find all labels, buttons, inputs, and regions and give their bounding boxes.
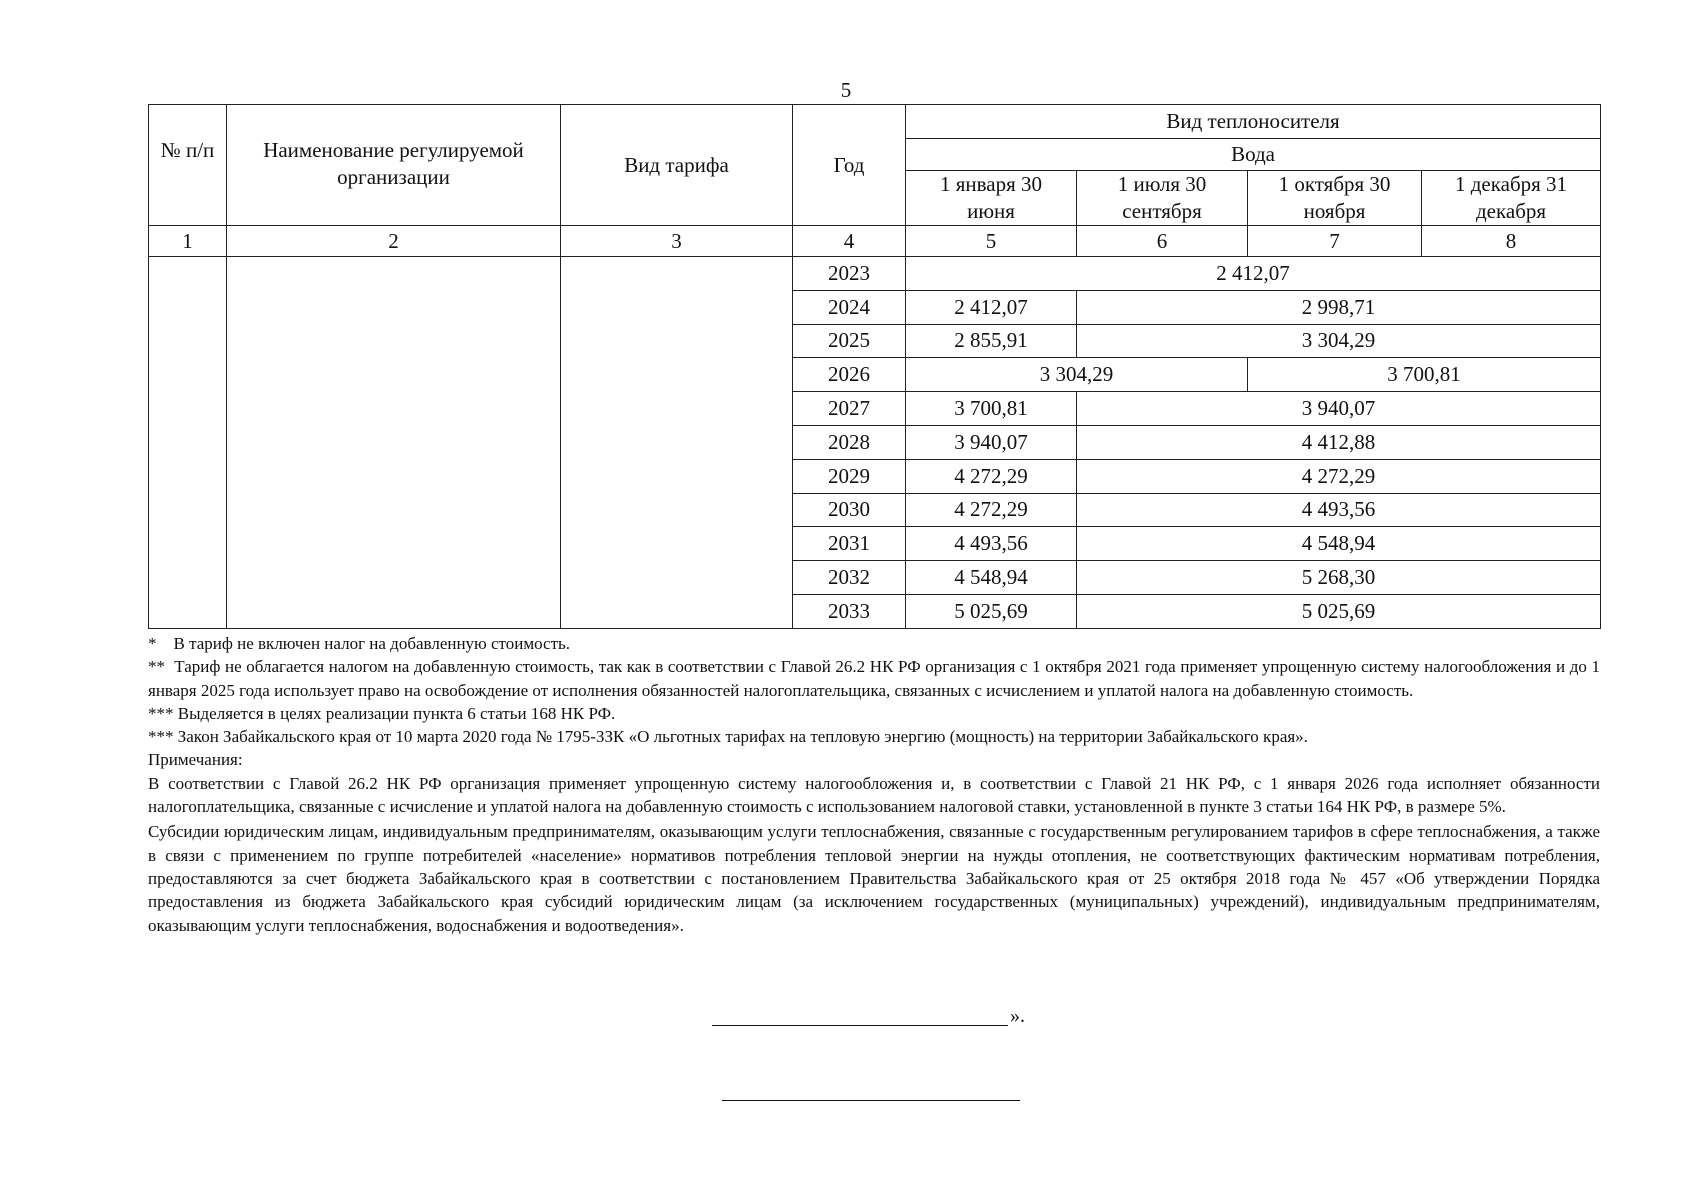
column-number: 5 bbox=[906, 226, 1077, 257]
remarks-title: Примечания: bbox=[148, 750, 243, 770]
tariff-value: 3 940,07 bbox=[906, 425, 1077, 459]
tariff-value: 4 412,88 bbox=[1077, 425, 1601, 459]
tariff-value: 5 025,69 bbox=[1077, 594, 1601, 628]
tariff-value: 4 272,29 bbox=[1077, 459, 1601, 493]
column-number: 7 bbox=[1248, 226, 1422, 257]
year-cell: 2031 bbox=[793, 527, 906, 561]
closing-quote: ». bbox=[1010, 1005, 1025, 1027]
tariff-value: 3 940,07 bbox=[1077, 392, 1601, 426]
header-carrier: Вода bbox=[906, 139, 1601, 171]
remark-subsidies: Субсидии юридическим лицам, индивидуальным предпринимателям, оказывающим услуги теплоснабжения, связанные с государственным регулированием тарифов в сфере теплоснабжения, а также в связи с применением по группе потребителей «население» нормативов потребления тепловой энергии на нужды отопления, не соответствующих фактическим нормативам потребления, предоставляются за счет бюджета Забайкальского края в соответствии с постановлением Правительства Забайкальского края от 25 октября 2018 года № 457 «Об утверждении Порядка предоставления из бюджета Забайкальского края субсидий юридическим лицам (за исключением государственных (муниципальных) учреждений), индивидуальным предпринимателям, оказывающим услуги теплоснабжения, водоснабжения и водоотведения». bbox=[148, 822, 1600, 935]
header-tariff-type: Вид тарифа bbox=[561, 105, 793, 226]
tariff-value: 3 700,81 bbox=[906, 392, 1077, 426]
tariff-value: 4 272,29 bbox=[906, 493, 1077, 527]
column-number: 6 bbox=[1077, 226, 1248, 257]
year-cell: 2025 bbox=[793, 324, 906, 358]
tariff-value: 4 272,29 bbox=[906, 459, 1077, 493]
header-period-3: 1 октября 30 ноября bbox=[1248, 171, 1422, 226]
column-number: 1 bbox=[149, 226, 227, 257]
year-cell: 2028 bbox=[793, 425, 906, 459]
tariff-value: 4 493,56 bbox=[1077, 493, 1601, 527]
empty-organization-cell bbox=[227, 257, 561, 629]
tariff-value: 3 304,29 bbox=[906, 358, 1248, 392]
footnote-law: *** Закон Забайкальского края от 10 марта 2020 года № 1795-ЗЗК «О льготных тарифах на тепловую энергию (мощность) на территории Забайкальского края». bbox=[148, 727, 1308, 747]
tariff-value: 2 855,91 bbox=[906, 324, 1077, 358]
tariff-value: 5 025,69 bbox=[906, 594, 1077, 628]
header-carrier-group: Вид теплоносителя bbox=[906, 105, 1601, 139]
column-number: 2 bbox=[227, 226, 561, 257]
header-num: № п/п bbox=[149, 105, 227, 226]
tariff-value: 2 412,07 bbox=[906, 257, 1601, 291]
empty-num-cell bbox=[149, 257, 227, 629]
tariff-table bbox=[148, 104, 1601, 629]
footnote-article-168: *** Выделяется в целях реализации пункта 6 статьи 168 НК РФ. bbox=[148, 703, 616, 723]
tariff-value: 3 304,29 bbox=[1077, 324, 1601, 358]
year-cell: 2026 bbox=[793, 358, 906, 392]
tariff-value: 2 998,71 bbox=[1077, 290, 1601, 324]
header-period-4: 1 декабря 31 декабря bbox=[1422, 171, 1601, 226]
tariff-value: 4 548,94 bbox=[1077, 527, 1601, 561]
tariff-value: 4 493,56 bbox=[906, 527, 1077, 561]
year-cell: 2024 bbox=[793, 290, 906, 324]
tariff-value: 5 268,30 bbox=[1077, 561, 1601, 595]
footnote-vat-excluded: * В тариф не включен налог на добавленную стоимость. bbox=[148, 634, 571, 653]
end-separator-line bbox=[722, 1099, 1020, 1101]
year-cell: 2032 bbox=[793, 561, 906, 595]
closing-underline bbox=[712, 1003, 1008, 1026]
tariff-value: 2 412,07 bbox=[906, 290, 1077, 324]
empty-tariff-type-cell bbox=[561, 257, 793, 629]
year-cell: 2030 bbox=[793, 493, 906, 527]
year-cell: 2027 bbox=[793, 392, 906, 426]
header-period-1: 1 января 30 июня bbox=[906, 171, 1077, 226]
column-number: 3 bbox=[561, 226, 793, 257]
year-cell: 2029 bbox=[793, 459, 906, 493]
header-year: Год bbox=[793, 105, 906, 226]
header-period-2: 1 июля 30 сентября bbox=[1077, 171, 1248, 226]
column-number: 8 bbox=[1422, 226, 1601, 257]
footnotes bbox=[148, 632, 1600, 937]
footnote-vat-exempt: ** Тариф не облагается налогом на добавленную стоимость, так как в соответствии с Главой 26.2 НК РФ организация с 1 октября 2021 года применяет упрощенную систему налогообложения и до 1 января 2025 года использует право на освобождение от исполнения обязанностей налогоплательщика, связанных с исчислением и уплатой налога на добавленную стоимость. bbox=[148, 657, 1600, 700]
remark-simplified-tax: В соответствии с Главой 26.2 НК РФ организация применяет упрощенную систему налогообложения и, в соответствии с Главой 21 НК РФ, с 1 января 2026 года исполняет обязанности налогоплательщика, связанные с исчисление и уплатой налога на добавленную стоимость с использованием налоговой ставки, установленной в пункте 3 статьи 164 НК РФ, в размере 5%. bbox=[148, 773, 1600, 817]
tariff-value: 3 700,81 bbox=[1248, 358, 1601, 392]
header-organization: Наименование регулируемой организации bbox=[227, 105, 561, 226]
tariff-value: 4 548,94 bbox=[906, 561, 1077, 595]
page-number: 5 bbox=[840, 78, 852, 102]
year-cell: 2033 bbox=[793, 594, 906, 628]
column-number: 4 bbox=[793, 226, 906, 257]
year-cell: 2023 bbox=[793, 257, 906, 291]
